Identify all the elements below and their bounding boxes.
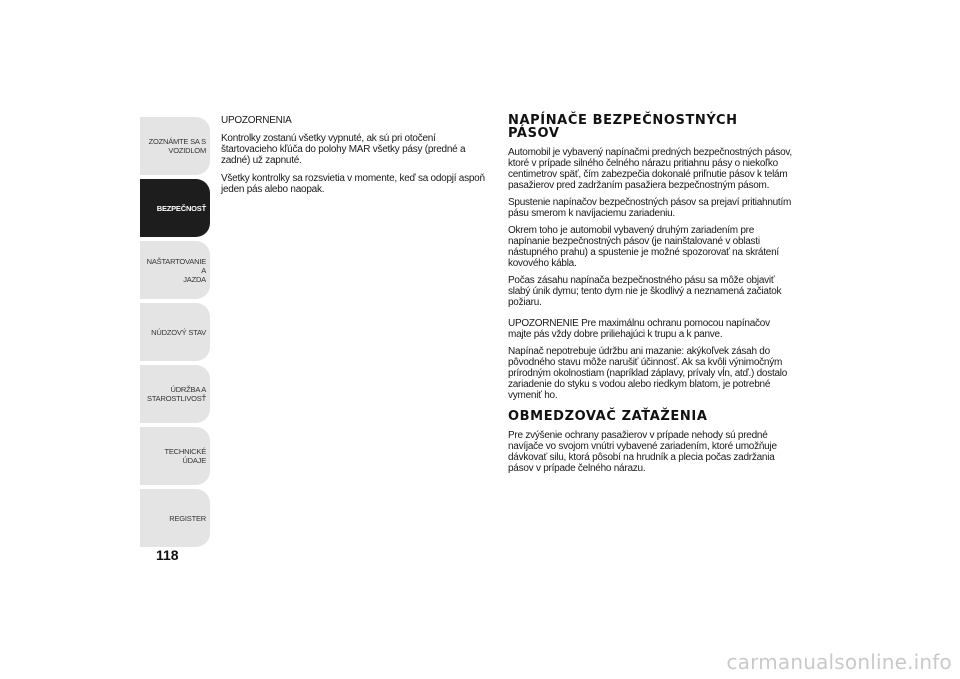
tab-bezpecnost[interactable]: [140, 179, 210, 237]
paragraph: Pre zvýšenie ochrany pasažierov v prípade nehody sú predné navíjače vo svojom vnútri vybavené zariadením, ktoré umožňuje dávkovať silu, ktorá pôsobí na hrudník a plecia počas zadržania pásov v prípade čelného nárazu.: [508, 430, 777, 474]
warnings-paragraph-1: Kontrolky zostanú všetky vypnuté, ak sú pri otočení štartovacieho kľúča do polohy MAR všetky pásy (predné a zadné) už zapnuté.: [221, 133, 466, 166]
main-column: [508, 114, 793, 480]
paragraph: Okrem toho je automobil vybavený druhým zariadením pre napínanie bezpečnostných pásov (je nainštalované v oblasti nástupného prahu) a spustenie je možné spozorovať na skrátení kovového kábla.: [508, 225, 779, 269]
section-title-load-limiter: OBMEDZOVAČ ZAŤAŽENIA: [508, 409, 708, 424]
tab-register[interactable]: [140, 489, 210, 547]
tab-nastartovanie-a-jazda[interactable]: [140, 241, 210, 299]
paragraph: Spustenie napínačov bezpečnostných pásov sa prejaví pritiahnutím pásu smerom k navíjaciemu zariadeniu.: [508, 197, 792, 219]
paragraph: Počas zásahu napínača bezpečnostného pásu sa môže objaviť slabý únik dymu; tento dym nie je škodlivý a neznamená začiatok požiaru.: [508, 275, 782, 308]
tab-label: NÚDZOVÝ STAV: [151, 327, 206, 337]
warning-paragraph: UPOZORNENIE Pre maximálnu ochranu pomocou napínačov majte pás vždy dobre priliehajúci k trupu a k panve.: [508, 318, 770, 340]
tab-label: NAŠTARTOVANIE A JAZDA: [146, 256, 206, 284]
tab-label: REGISTER: [169, 513, 206, 523]
warnings-heading: UPOZORNENIA: [221, 115, 292, 126]
page-number: 118: [156, 547, 179, 563]
paragraph: Napínač nepotrebuje údržbu ani mazanie: akýkoľvek zásah do pôvodného stavu môže narušiť účinnosť. Ak sa kvôli výnimočným prírodným okolnostiam (napríklad záplavy, prívaly vĺn, atď.) dostalo zariadenie do styku s vodou alebo riedkym blatom, je potrebné vymeniť ho.: [508, 346, 788, 401]
tab-label: ZOZNÁMTE SA S VOZIDLOM: [148, 137, 206, 155]
tab-label: TECHNICKÉ ÚDAJE: [164, 447, 206, 465]
tab-zoznamte-sa-s-vozidlom[interactable]: [140, 117, 210, 175]
tab-nudzovy-stav[interactable]: [140, 303, 210, 361]
tab-udrzba-a-starostlivost[interactable]: [140, 365, 210, 423]
watermark: carmanualsonline.info: [726, 650, 952, 674]
section-title-pretensioners: NAPÍNAČE BEZPEČNOSTNÝCH PÁSOV: [508, 113, 738, 141]
warnings-column: [221, 115, 491, 202]
chapter-tabs: [140, 117, 210, 551]
tab-label: BEZPEČNOSŤ: [156, 203, 206, 213]
tab-label: ÚDRŽBA A STAROSTLIVOSŤ: [147, 385, 206, 403]
warnings-paragraph-2: Všetky kontrolky sa rozsvietia v momente, keď sa odopjí aspoň jeden pás alebo naopak.: [221, 173, 485, 195]
paragraph: Automobil je vybavený napínačmi predných bezpečnostných pásov, ktoré v prípade silného čelného nárazu pritiahnu pásy o niekoľko centimetrov späť, čím zabezpečia dokonalé priľnutie pásov k telám pasažierov pred zadržaním pasažiera bezpečnostným pásom.: [508, 147, 792, 191]
tab-technicke-udaje[interactable]: [140, 427, 210, 485]
